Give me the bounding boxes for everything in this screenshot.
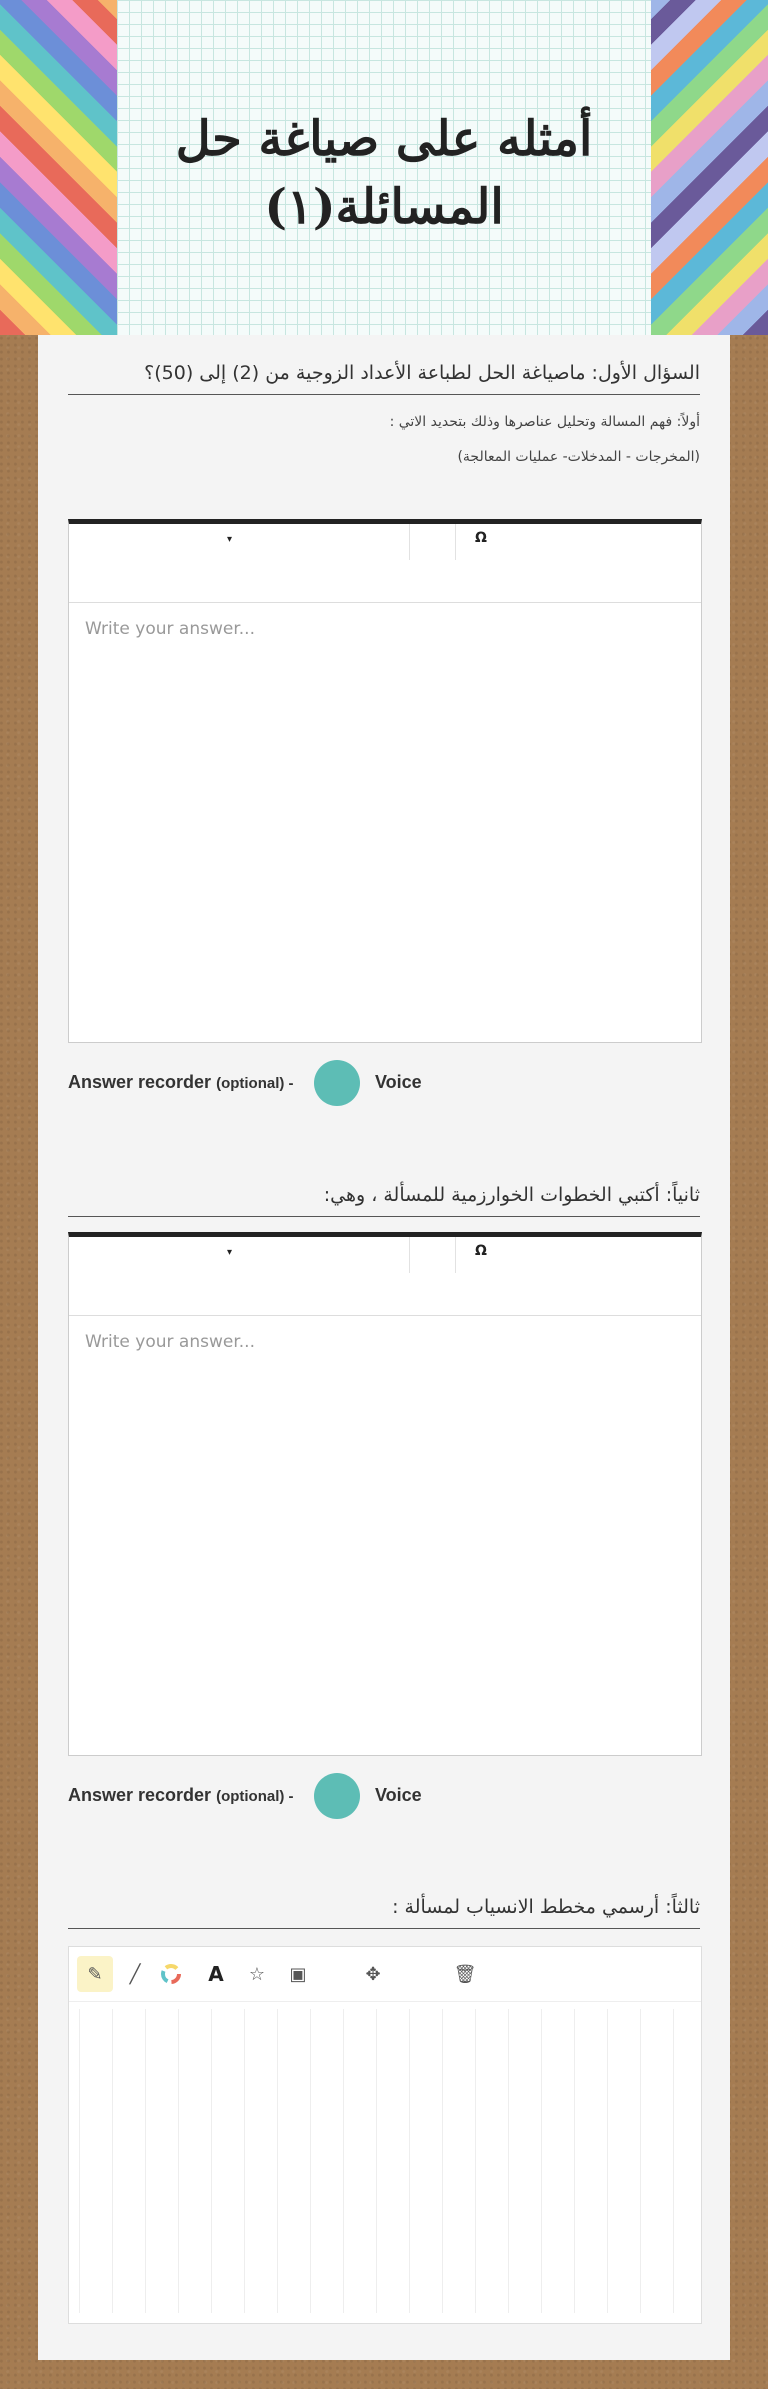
answer-recorder-1: [68, 1060, 468, 1106]
question-2-heading: ثانياً: أكتبي الخطوات الخوارزمية للمسألة ، وهي:: [68, 1184, 700, 1217]
brush-icon[interactable]: ╱: [129, 1963, 141, 1985]
star-icon[interactable]: ☆: [248, 1963, 266, 1985]
move-icon[interactable]: ✥: [365, 1963, 381, 1985]
answer-editor-2[interactable]: [68, 1232, 702, 1756]
editor-toolbar: [69, 524, 701, 603]
editor-toolbar: [69, 1237, 701, 1316]
voice-label: Voice: [375, 1072, 422, 1092]
question-1-line-2: (المخرجات - المدخلات- عمليات المعالجة): [457, 449, 700, 465]
record-button[interactable]: [314, 1773, 360, 1819]
header-banner: [0, 0, 768, 335]
right-stripes: [651, 0, 768, 335]
answer-textarea[interactable]: Write your answer...: [85, 1332, 255, 1352]
question-1-line-1: أولاً: فهم المسالة وتحليل عناصرها وذلك بتحديد الاتي :: [389, 414, 700, 430]
format-dropdown[interactable]: ▾: [227, 1247, 233, 1258]
answer-textarea[interactable]: Write your answer...: [85, 619, 255, 639]
image-icon[interactable]: ▣: [289, 1963, 307, 1985]
recorder-label: Answer recorder (optional) -: [68, 1072, 294, 1092]
answer-recorder-2: [68, 1773, 468, 1819]
drawing-toolbar: [69, 1947, 701, 2002]
answer-editor-1[interactable]: [68, 519, 702, 1043]
question-3-heading: ثالثاً: أرسمي مخطط الانسياب لمسألة :: [68, 1896, 700, 1929]
left-stripes: [0, 0, 117, 335]
voice-label: Voice: [375, 1785, 422, 1805]
drawing-board[interactable]: [68, 1946, 702, 2324]
toolbar-divider: [455, 1237, 456, 1273]
format-dropdown[interactable]: ▾: [227, 534, 233, 545]
question-1-heading: السؤال الأول: ماصياغة الحل لطباعة الأعداد الزوجية من (2) إلى (50)؟: [68, 362, 700, 395]
special-char-button[interactable]: Ω: [475, 1243, 487, 1259]
trash-icon[interactable]: 🗑: [453, 1963, 477, 1985]
toolbar-divider: [409, 1237, 410, 1273]
toolbar-divider: [409, 524, 410, 560]
drawing-canvas[interactable]: [79, 2009, 691, 2313]
pencil-icon[interactable]: ✎: [77, 1956, 113, 1992]
toolbar-divider: [455, 524, 456, 560]
page-title: أمثله على صياغة حل المسائلة(۱): [175, 111, 593, 235]
special-char-button[interactable]: Ω: [475, 530, 487, 546]
text-icon[interactable]: A: [208, 1962, 224, 1986]
recorder-label: Answer recorder (optional) -: [68, 1785, 294, 1805]
color-wheel-icon[interactable]: [153, 1956, 189, 1992]
record-button[interactable]: [314, 1060, 360, 1106]
